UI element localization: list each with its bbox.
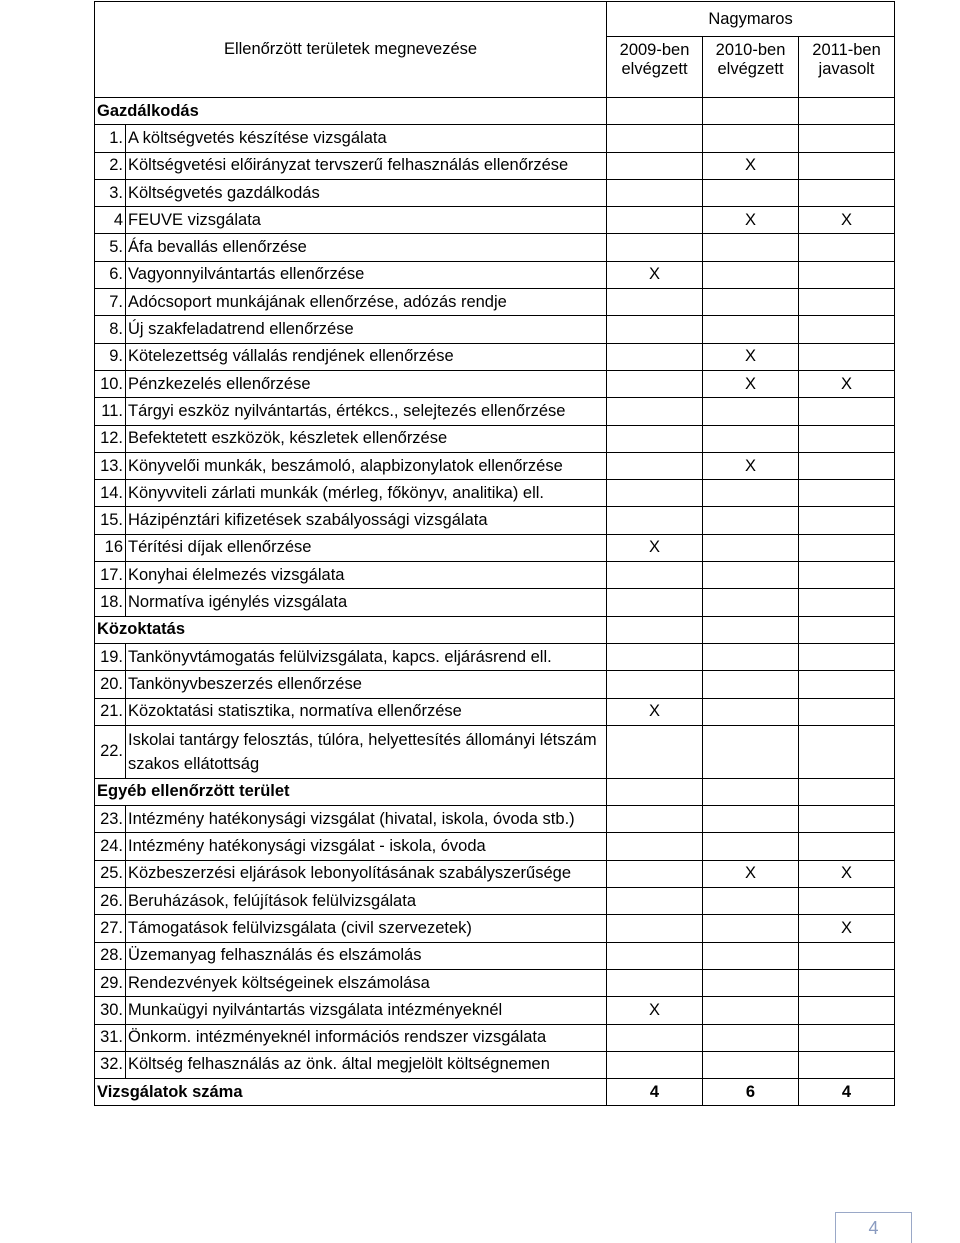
mark-y2009 bbox=[607, 289, 703, 316]
mark-y2009 bbox=[607, 806, 703, 833]
row-name: Tárgyi eszköz nyilvántartás, értékcs., selejtezés ellenőrzése bbox=[126, 398, 607, 425]
mark-y2010 bbox=[703, 806, 799, 833]
mark-y2009 bbox=[607, 398, 703, 425]
mark-y2010 bbox=[703, 888, 799, 915]
row-number: 9. bbox=[95, 343, 126, 370]
mark-y2010 bbox=[703, 425, 799, 452]
mark-y2010 bbox=[703, 942, 799, 969]
row-name: Támogatások felülvizsgálata (civil szervezetek) bbox=[126, 915, 607, 942]
table-row bbox=[95, 725, 895, 778]
mark-y2009 bbox=[607, 589, 703, 616]
mark-y2011 bbox=[799, 234, 895, 261]
table-row bbox=[95, 534, 895, 561]
table-row bbox=[95, 207, 895, 234]
row-name: Költségvetési előirányzat tervszerű felhasználás ellenőrzése bbox=[126, 152, 607, 179]
mark-y2011 bbox=[799, 480, 895, 507]
mark-y2009 bbox=[607, 969, 703, 996]
table-row bbox=[95, 969, 895, 996]
mark-y2009 bbox=[607, 370, 703, 397]
mark-y2010 bbox=[703, 698, 799, 725]
row-number: 30. bbox=[95, 997, 126, 1024]
mark-y2011 bbox=[799, 316, 895, 343]
row-number: 8. bbox=[95, 316, 126, 343]
mark-y2009 bbox=[607, 452, 703, 479]
mark-y2010 bbox=[703, 833, 799, 860]
section-empty-cell bbox=[703, 98, 799, 125]
mark-y2009 bbox=[607, 942, 703, 969]
row-name: FEUVE vizsgálata bbox=[126, 207, 607, 234]
mark-y2011 bbox=[799, 289, 895, 316]
row-number: 26. bbox=[95, 888, 126, 915]
mark-y2009 bbox=[607, 888, 703, 915]
total-label: Vizsgálatok száma bbox=[95, 1079, 607, 1106]
mark-y2010 bbox=[703, 179, 799, 206]
mark-y2009 bbox=[607, 207, 703, 234]
mark-y2011 bbox=[799, 452, 895, 479]
mark-y2009 bbox=[607, 507, 703, 534]
table-row bbox=[95, 452, 895, 479]
mark-y2010 bbox=[703, 725, 799, 778]
mark-y2011 bbox=[799, 806, 895, 833]
mark-y2009 bbox=[607, 343, 703, 370]
row-name: Könyvelői munkák, beszámoló, alapbizonylatok ellenőrzése bbox=[126, 452, 607, 479]
row-number: 18. bbox=[95, 589, 126, 616]
mark-y2010 bbox=[703, 589, 799, 616]
mark-y2010 bbox=[703, 261, 799, 288]
mark-y2011 bbox=[799, 969, 895, 996]
table-row bbox=[95, 806, 895, 833]
row-number: 2. bbox=[95, 152, 126, 179]
row-number: 12. bbox=[95, 425, 126, 452]
mark-y2010: X bbox=[703, 207, 799, 234]
table-row bbox=[95, 343, 895, 370]
mark-y2011 bbox=[799, 425, 895, 452]
table-row bbox=[95, 833, 895, 860]
section-kozoktatas-label: Közoktatás bbox=[95, 616, 607, 643]
row-name: Iskolai tantárgy felosztás, túlóra, helyettesítés állományi létszám szakos ellátottság bbox=[126, 725, 607, 778]
mark-y2009: X bbox=[607, 997, 703, 1024]
mark-y2010 bbox=[703, 507, 799, 534]
row-name: Normatíva igénylés vizsgálata bbox=[126, 589, 607, 616]
row-name: Önkorm. intézményeknél információs rendszer vizsgálata bbox=[126, 1024, 607, 1051]
row-name: Vagyonnyilvántartás ellenőrzése bbox=[126, 261, 607, 288]
row-number: 1. bbox=[95, 125, 126, 152]
year-2009-header: 2009-ben elvégzett bbox=[607, 37, 703, 98]
row-name: Térítési díjak ellenőrzése bbox=[126, 534, 607, 561]
row-name: Pénzkezelés ellenőrzése bbox=[126, 370, 607, 397]
total-y2009: 4 bbox=[607, 1079, 703, 1106]
section-empty-cell bbox=[799, 778, 895, 805]
section-gazdalkodas-label: Gazdálkodás bbox=[95, 98, 607, 125]
mark-y2009: X bbox=[607, 261, 703, 288]
row-name: Befektetett eszközök, készletek ellenőrzése bbox=[126, 425, 607, 452]
mark-y2011 bbox=[799, 1051, 895, 1078]
section-empty-cell bbox=[607, 98, 703, 125]
mark-y2010 bbox=[703, 1024, 799, 1051]
mark-y2011 bbox=[799, 643, 895, 670]
mark-y2009 bbox=[607, 915, 703, 942]
total-y2011: 4 bbox=[799, 1079, 895, 1106]
mark-y2010 bbox=[703, 398, 799, 425]
mark-y2011 bbox=[799, 125, 895, 152]
mark-y2009 bbox=[607, 1024, 703, 1051]
year-2011-header: 2011-ben javasolt bbox=[799, 37, 895, 98]
section-kozoktatas bbox=[95, 616, 895, 643]
mark-y2011 bbox=[799, 152, 895, 179]
mark-y2010 bbox=[703, 915, 799, 942]
row-name: Tankönyvtámogatás felülvizsgálata, kapcs. eljárásrend ell. bbox=[126, 643, 607, 670]
mark-y2010 bbox=[703, 997, 799, 1024]
mark-y2010: X bbox=[703, 152, 799, 179]
mark-y2009 bbox=[607, 316, 703, 343]
mark-y2009 bbox=[607, 425, 703, 452]
table-row bbox=[95, 1024, 895, 1051]
row-number: 29. bbox=[95, 969, 126, 996]
mark-y2011 bbox=[799, 562, 895, 589]
mark-y2009 bbox=[607, 125, 703, 152]
total-row bbox=[95, 1079, 895, 1106]
row-number: 10. bbox=[95, 370, 126, 397]
row-name: Közoktatási statisztika, normatíva ellenőrzése bbox=[126, 698, 607, 725]
row-name: A költségvetés készítése vizsgálata bbox=[126, 125, 607, 152]
row-number: 32. bbox=[95, 1051, 126, 1078]
mark-y2010: X bbox=[703, 860, 799, 887]
mark-y2011 bbox=[799, 343, 895, 370]
table-row bbox=[95, 562, 895, 589]
mark-y2009 bbox=[607, 671, 703, 698]
mark-y2011 bbox=[799, 671, 895, 698]
section-empty-cell bbox=[703, 778, 799, 805]
row-number: 3. bbox=[95, 179, 126, 206]
mark-y2009 bbox=[607, 562, 703, 589]
mark-y2010 bbox=[703, 316, 799, 343]
table-row bbox=[95, 261, 895, 288]
table-row bbox=[95, 125, 895, 152]
mark-y2011 bbox=[799, 698, 895, 725]
audit-table bbox=[94, 1, 895, 1106]
table-row bbox=[95, 888, 895, 915]
row-name: Tankönyvbeszerzés ellenőrzése bbox=[126, 671, 607, 698]
row-name: Új szakfeladatrend ellenőrzése bbox=[126, 316, 607, 343]
mark-y2009 bbox=[607, 1051, 703, 1078]
row-name: Könyvviteli zárlati munkák (mérleg, főkönyv, analitika) ell. bbox=[126, 480, 607, 507]
row-number: 11. bbox=[95, 398, 126, 425]
table-row bbox=[95, 997, 895, 1024]
row-number: 7. bbox=[95, 289, 126, 316]
row-name: Költségvetés gazdálkodás bbox=[126, 179, 607, 206]
mark-y2011 bbox=[799, 398, 895, 425]
table-row bbox=[95, 316, 895, 343]
section-empty-cell bbox=[607, 778, 703, 805]
table-row bbox=[95, 942, 895, 969]
mark-y2011 bbox=[799, 179, 895, 206]
mark-y2011 bbox=[799, 1024, 895, 1051]
row-number: 21. bbox=[95, 698, 126, 725]
row-number: 31. bbox=[95, 1024, 126, 1051]
mark-y2010 bbox=[703, 969, 799, 996]
row-name: Intézmény hatékonysági vizsgálat (hivatal, iskola, óvoda stb.) bbox=[126, 806, 607, 833]
table-row bbox=[95, 152, 895, 179]
table-row bbox=[95, 425, 895, 452]
page-number: 4 bbox=[835, 1212, 912, 1243]
mark-y2010 bbox=[703, 125, 799, 152]
section-empty-cell bbox=[799, 616, 895, 643]
row-name: Adócsoport munkájának ellenőrzése, adózás rendje bbox=[126, 289, 607, 316]
town-name: Nagymaros bbox=[607, 2, 895, 37]
row-name: Áfa bevallás ellenőrzése bbox=[126, 234, 607, 261]
mark-y2011 bbox=[799, 507, 895, 534]
mark-y2009 bbox=[607, 643, 703, 670]
total-y2010: 6 bbox=[703, 1079, 799, 1106]
row-number: 22. bbox=[95, 725, 126, 778]
mark-y2011: X bbox=[799, 370, 895, 397]
row-number: 24. bbox=[95, 833, 126, 860]
table-row bbox=[95, 234, 895, 261]
table-row bbox=[95, 860, 895, 887]
row-number: 14. bbox=[95, 480, 126, 507]
mark-y2010 bbox=[703, 1051, 799, 1078]
mark-y2010 bbox=[703, 643, 799, 670]
row-number: 28. bbox=[95, 942, 126, 969]
mark-y2009 bbox=[607, 725, 703, 778]
table-row bbox=[95, 698, 895, 725]
row-name: Munkaügyi nyilvántartás vizsgálata intézményeknél bbox=[126, 997, 607, 1024]
section-egyeb-label: Egyéb ellenőrzött terület bbox=[95, 778, 607, 805]
row-number: 5. bbox=[95, 234, 126, 261]
mark-y2009: X bbox=[607, 698, 703, 725]
mark-y2009 bbox=[607, 860, 703, 887]
mark-y2010 bbox=[703, 289, 799, 316]
row-number: 13. bbox=[95, 452, 126, 479]
table-row bbox=[95, 589, 895, 616]
row-number: 17. bbox=[95, 562, 126, 589]
row-name: Közbeszerzési eljárások lebonyolításának szabályszerűsége bbox=[126, 860, 607, 887]
table-title: Ellenőrzött területek megnevezése bbox=[95, 2, 607, 98]
table-row bbox=[95, 398, 895, 425]
mark-y2009 bbox=[607, 480, 703, 507]
table-row bbox=[95, 671, 895, 698]
mark-y2010: X bbox=[703, 452, 799, 479]
table-row bbox=[95, 370, 895, 397]
row-name: Házipénztári kifizetések szabályossági vizsgálata bbox=[126, 507, 607, 534]
mark-y2011: X bbox=[799, 860, 895, 887]
table-row bbox=[95, 507, 895, 534]
mark-y2011 bbox=[799, 534, 895, 561]
mark-y2010 bbox=[703, 234, 799, 261]
mark-y2011 bbox=[799, 725, 895, 778]
table-row bbox=[95, 1051, 895, 1078]
mark-y2009: X bbox=[607, 534, 703, 561]
mark-y2010 bbox=[703, 562, 799, 589]
mark-y2010: X bbox=[703, 343, 799, 370]
mark-y2009 bbox=[607, 234, 703, 261]
mark-y2011 bbox=[799, 589, 895, 616]
mark-y2011 bbox=[799, 942, 895, 969]
mark-y2011 bbox=[799, 261, 895, 288]
row-name: Üzemanyag felhasználás és elszámolás bbox=[126, 942, 607, 969]
table-row bbox=[95, 480, 895, 507]
row-number: 4 bbox=[95, 207, 126, 234]
row-name: Költség felhasználás az önk. által megjelölt költségnemen bbox=[126, 1051, 607, 1078]
mark-y2009 bbox=[607, 179, 703, 206]
row-name: Kötelezettség vállalás rendjének ellenőrzése bbox=[126, 343, 607, 370]
table-row bbox=[95, 643, 895, 670]
mark-y2011: X bbox=[799, 207, 895, 234]
row-number: 16 bbox=[95, 534, 126, 561]
row-name: Konyhai élelmezés vizsgálata bbox=[126, 562, 607, 589]
mark-y2011 bbox=[799, 888, 895, 915]
section-egyeb bbox=[95, 778, 895, 805]
row-number: 23. bbox=[95, 806, 126, 833]
row-name: Beruházások, felújítások felülvizsgálata bbox=[126, 888, 607, 915]
mark-y2010 bbox=[703, 534, 799, 561]
mark-y2011 bbox=[799, 997, 895, 1024]
row-number: 27. bbox=[95, 915, 126, 942]
row-number: 20. bbox=[95, 671, 126, 698]
row-name: Rendezvények költségeinek elszámolása bbox=[126, 969, 607, 996]
row-name: Intézmény hatékonysági vizsgálat - iskola, óvoda bbox=[126, 833, 607, 860]
row-number: 6. bbox=[95, 261, 126, 288]
row-number: 25. bbox=[95, 860, 126, 887]
section-empty-cell bbox=[607, 616, 703, 643]
mark-y2011 bbox=[799, 833, 895, 860]
mark-y2010 bbox=[703, 480, 799, 507]
section-empty-cell bbox=[799, 98, 895, 125]
mark-y2009 bbox=[607, 152, 703, 179]
mark-y2011: X bbox=[799, 915, 895, 942]
table-row bbox=[95, 915, 895, 942]
row-number: 15. bbox=[95, 507, 126, 534]
mark-y2009 bbox=[607, 833, 703, 860]
mark-y2010: X bbox=[703, 370, 799, 397]
mark-y2010 bbox=[703, 671, 799, 698]
section-empty-cell bbox=[703, 616, 799, 643]
table-row bbox=[95, 179, 895, 206]
table-row bbox=[95, 289, 895, 316]
section-gazdalkodas bbox=[95, 98, 895, 125]
year-2010-header: 2010-ben elvégzett bbox=[703, 37, 799, 98]
row-number: 19. bbox=[95, 643, 126, 670]
